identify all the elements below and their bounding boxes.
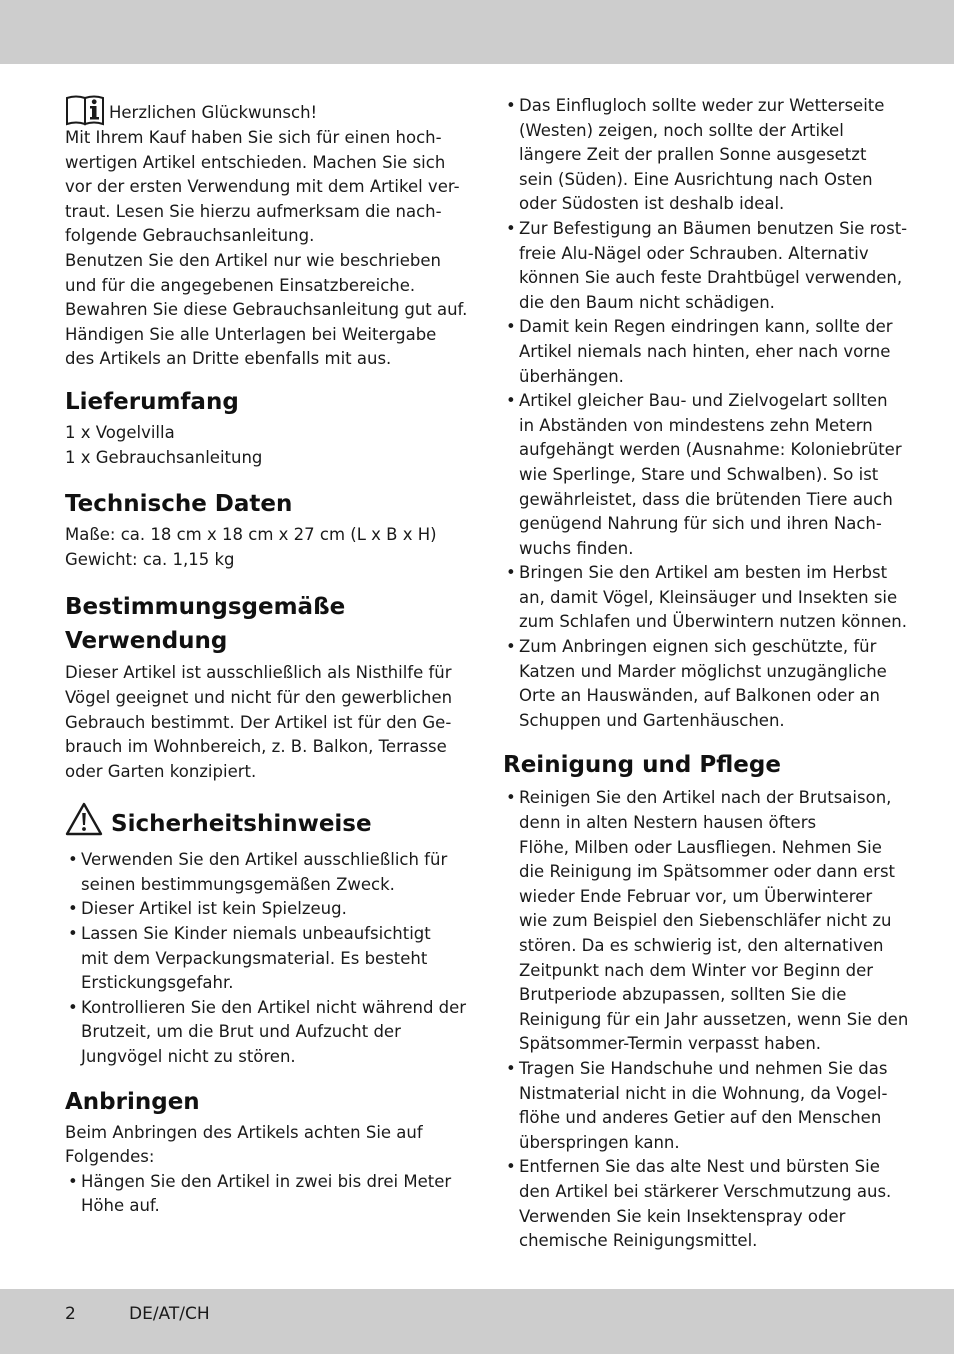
header-band: [0, 0, 954, 64]
list-item: • Artikel gleicher Bau- und Zielvogelart sollten in Abständen von mindestens zehn Metern aufgehängt werden (Ausnahme: Koloniebrüter wie Sperlinge, Stare und Schwalben). So ist gewährleistet, dass die brütenden Tiere auch genügend Nahrung für sich und ihren Nach- wuchs finden.: [503, 389, 895, 561]
page-number: 2: [65, 1304, 76, 1324]
intro-heading-row: [65, 94, 457, 126]
warning-triangle-icon: [65, 802, 103, 845]
sicherheitshinweise-title: Sicherheitshinweise: [111, 810, 372, 837]
anbringen-list-left: [65, 1170, 457, 1219]
list-item: • Entfernen Sie das alte Nest und bürsten Sie den Artikel bei stärkerer Verschmutzung aus. Verwenden Sie kein Insektenspray oder chemische Reinigungsmittel.: [503, 1155, 895, 1253]
left-column: [65, 94, 468, 1219]
list-item: • Dieser Artikel ist kein Spielzeug.: [65, 897, 457, 922]
sicherheitshinweise-heading: [65, 802, 457, 845]
sicherheitshinweise-list: [65, 848, 467, 1069]
intro-heading: Herzlichen Glückwunsch!: [109, 103, 318, 123]
list-item: • Reinigen Sie den Artikel nach der Brutsaison, denn in alten Nestern hausen öfters Flöhe, Milben oder Lausfliegen. Nehmen Sie die Reinigung im Spätsommer oder dann erst wieder Ende Februar vor, um Überwinterer wie zum Beispiel den Siebenschläfer nicht zu stören. Da es schwierig ist, den alternativen Zeitpunkt nach dem Winter vor Beginn der Brutperiode abzupassen, sollten Sie die Reinigung für ein Jahr aussetzen, wenn Sie den Spätsommer-Termin verpasst haben.: [503, 786, 895, 1057]
list-item: • Lassen Sie Kinder niemals unbeaufsichtigt mit dem Verpackungsmaterial. Es besteht Erstickungsgefahr.: [65, 922, 457, 996]
list-item: • Verwenden Sie den Artikel ausschließlich für seinen bestimmungsgemäßen Zweck.: [65, 848, 457, 897]
list-item: • Hängen Sie den Artikel in zwei bis drei Meter Höhe auf.: [65, 1170, 457, 1219]
reinigung-heading: Reinigung und Pflege: [503, 752, 781, 779]
intro-text: Mit Ihrem Kauf haben Sie sich für einen hoch- wertigen Artikel entschieden. Machen Sie sich vor der ersten Verwendung mit dem Artikel ver- traut. Lesen Sie hierzu aufmerksam die nach- folgende Gebrauchsanleitung. Benutzen Sie den Artikel nur wie beschrieben und für die angegebenen Einsatzbereiche. Bewahren Sie diese Gebrauchsanleitung gut auf. Händigen Sie alle Unterlagen bei Weitergabe des Artikels an Dritte ebenfalls mit aus.: [65, 128, 468, 369]
list-item: • Kontrollieren Sie den Artikel nicht während der Brutzeit, um die Brut und Aufzucht der Jungvögel nicht zu stören.: [65, 996, 457, 1070]
list-item: • Zum Anbringen eignen sich geschützte, für Katzen und Marder möglichst unzugängliche Orte an Hauswänden, auf Balkonen oder an Schuppen und Gartenhäuschen.: [503, 635, 895, 733]
list-item: • Das Einflugloch sollte weder zur Wetterseite (Westen) zeigen, noch sollte der Artikel längere Zeit der prallen Sonne ausgesetzt sein (Süden). Eine Ausrichtung nach Osten oder Südosten ist deshalb ideal.: [503, 94, 895, 217]
technische-daten-text: Maße: ca. 18 cm x 18 cm x 27 cm (L x B x H) Gewicht: ca. 1,15 kg: [65, 525, 437, 569]
anbringen-intro: Beim Anbringen des Artikels achten Sie auf Folgendes:: [65, 1122, 423, 1167]
reinigung-list: [503, 786, 909, 1253]
list-item: • Damit kein Regen eindringen kann, sollte der Artikel niemals nach hinten, eher nach vorne überhängen.: [503, 315, 895, 389]
bestimmung-heading: Bestimmungsgemäße Verwendung: [65, 594, 346, 655]
anbringen-heading: Anbringen: [65, 1088, 200, 1115]
right-column: [503, 94, 909, 1254]
lieferumfang-list: 1 x Vogelvilla 1 x Gebrauchsanleitung: [65, 422, 263, 467]
read-manual-info-icon: [65, 94, 105, 126]
anbringen-list-right: [503, 94, 908, 733]
bestimmung-text: Dieser Artikel ist ausschließlich als Nisthilfe für Vögel geeignet und nicht für den gewerblichen Gebrauch bestimmt. Der Artikel ist für den Ge- brauch im Wohnbereich, z. B. Balkon, Terrasse oder Garten konzipiert.: [65, 663, 453, 781]
list-item: • Bringen Sie den Artikel am besten im Herbst an, damit Vögel, Kleinsäuger und Insekten sie zum Schlafen und Überwintern nutzen können.: [503, 561, 895, 635]
technische-daten-heading: Technische Daten: [65, 491, 293, 518]
region-label: DE/AT/CH: [129, 1304, 210, 1324]
lieferumfang-heading: Lieferumfang: [65, 388, 239, 415]
list-item: • Tragen Sie Handschuhe und nehmen Sie das Nistmaterial nicht in die Wohnung, da Vogel- flöhe und anderes Getier auf den Menschen überspringen kann.: [503, 1057, 895, 1155]
list-item: • Zur Befestigung an Bäumen benutzen Sie rost- freie Alu-Nägel oder Schrauben. Alternativ können Sie auch feste Drahtbügel verwenden, die den Baum nicht schädigen.: [503, 217, 895, 315]
